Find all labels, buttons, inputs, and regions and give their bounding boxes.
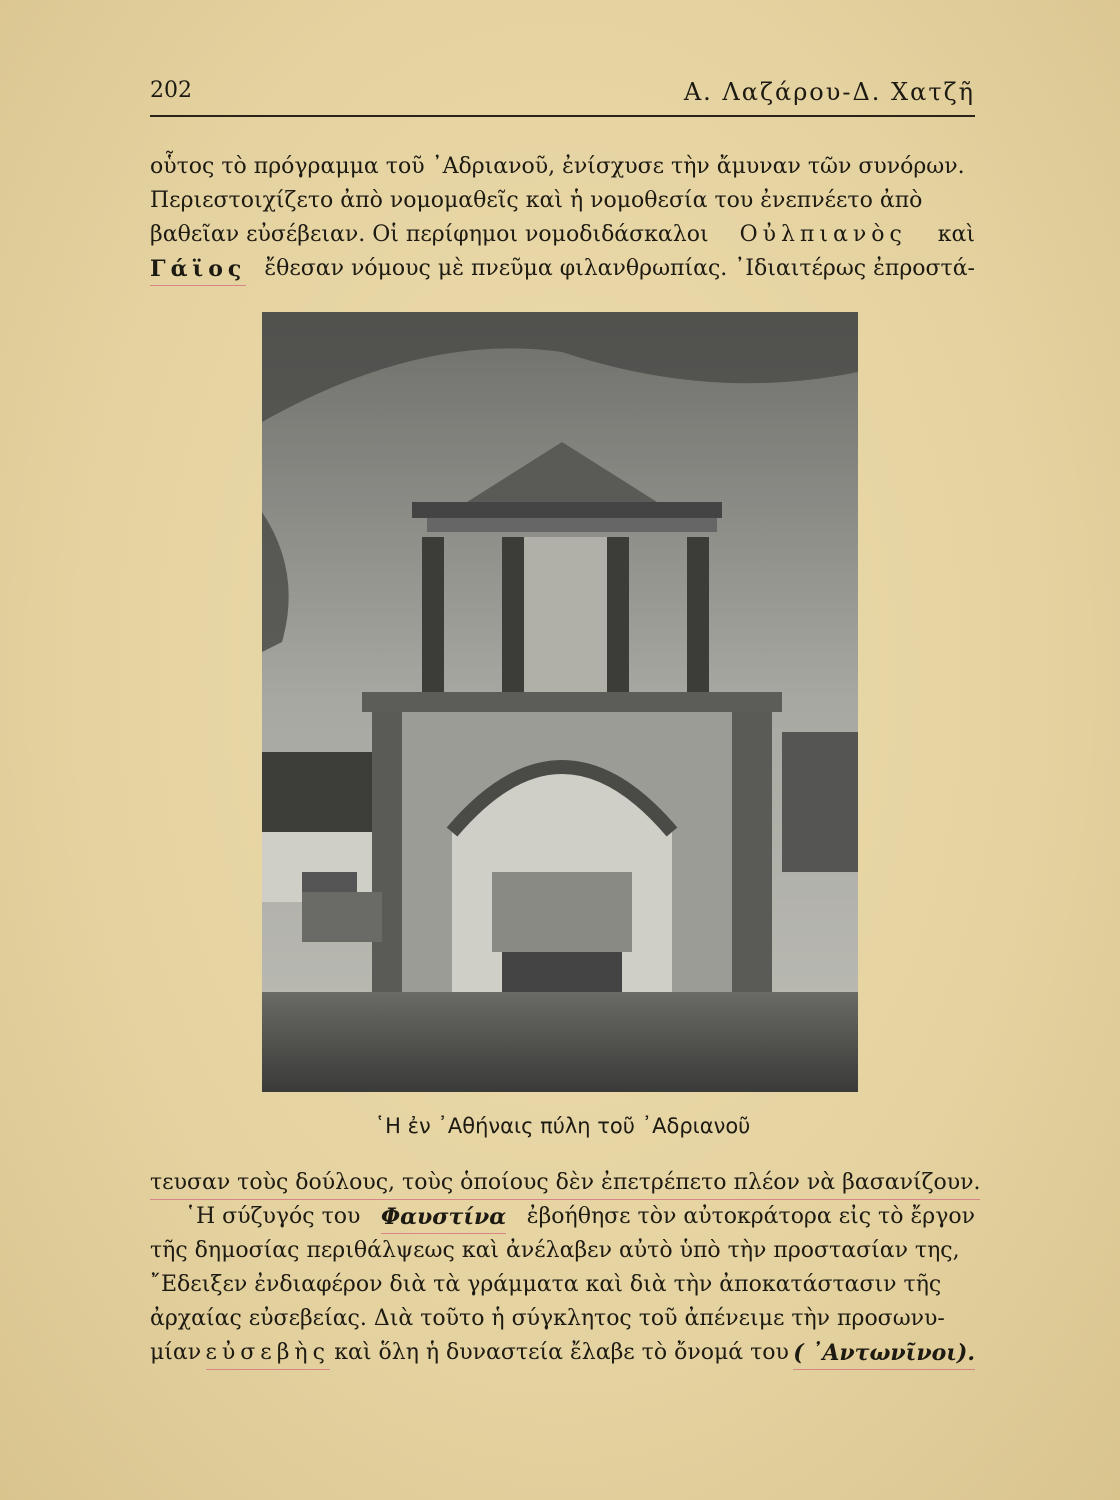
name-oulpianos: Οὐλπιανὸς bbox=[739, 222, 907, 247]
text-line bbox=[150, 1200, 975, 1234]
line-text: Περιεστοιχίζετο ἀπὸ νομομαθεῖς καὶ ἡ νομοθεσία του ἐνεπνέετο ἀπὸ bbox=[150, 188, 923, 213]
name-faustina: Φαυστίνα bbox=[381, 1200, 506, 1234]
line-text: ῎Εδειξεν ἐνδιαφέρον διὰ τὰ γράμματα καὶ διὰ τὴν ἀποκατάστασιν τῆς bbox=[150, 1272, 942, 1297]
text-line bbox=[150, 252, 975, 286]
text-line bbox=[150, 1234, 975, 1268]
page-header bbox=[150, 78, 975, 118]
photo-caption: ῾Η ἐν ᾿Αθήναις πύλη τοῦ ᾿Αδριανοῦ bbox=[374, 1114, 751, 1138]
line-text: οὗτος τὸ πρόγραμμα τοῦ ᾿Αδριανοῦ, ἐνίσχυσε τὴν ἄμυναν τῶν συνόρων. bbox=[150, 154, 965, 179]
line-text: βαθεῖαν εὐσέβειαν. Οἱ περίφημοι νομοδιδάσκαλοι bbox=[150, 222, 709, 247]
text-line bbox=[150, 218, 975, 252]
text-line bbox=[150, 184, 975, 218]
line-text: τῆς δημοσίας περιθάλψεως καὶ ἀνέλαβεν αὐτὸ ὑπὸ τὴν προστασίαν της, bbox=[150, 1238, 960, 1263]
name-gaios: Γάϊος bbox=[150, 252, 246, 286]
line-text: ῾Η σύζυγός του bbox=[185, 1204, 361, 1229]
running-title: Α. Λαζάρου-Δ. Χατζῆ bbox=[683, 78, 975, 106]
text-line bbox=[150, 150, 975, 184]
header-rule bbox=[150, 115, 975, 117]
line-text: μίαν bbox=[150, 1340, 202, 1365]
line-text: τευσαν τοὺς δούλους, τοὺς ὁποίους δὲν ἐπετρέπετο πλέον νὰ βασανίζουν. bbox=[150, 1166, 980, 1200]
line-text: ἐβοήθησε τὸν αὐτοκράτορα εἰς τὸ ἔργον bbox=[526, 1204, 975, 1229]
line-text: ἔθεσαν νόμους μὲ πνεῦμα φιλανθρωπίας. ᾿Ιδιαιτέρως ἐπροστά- bbox=[264, 256, 975, 281]
bottom-paragraph bbox=[150, 1166, 981, 1370]
name-antoninoi: ( ᾿Αντωνῖνοι). bbox=[793, 1336, 975, 1370]
word-eusebes: εὐσεβὴς bbox=[206, 1336, 330, 1370]
line-text: καὶ bbox=[937, 222, 975, 247]
top-paragraph bbox=[150, 150, 975, 286]
photo-hadrian-gate bbox=[262, 312, 858, 1092]
text-line bbox=[150, 1336, 975, 1370]
photo-illustration bbox=[262, 312, 858, 1092]
text-line bbox=[150, 1166, 981, 1200]
page-number: 202 bbox=[150, 78, 192, 103]
text-line bbox=[150, 1302, 975, 1336]
line-text: ἀρχαίας εὐσεβείας. Διὰ τοῦτο ἡ σύγκλητος τοῦ ἀπένειμε τὴν προσωνυ- bbox=[150, 1306, 945, 1331]
text-line bbox=[150, 1268, 975, 1302]
line-text: καὶ ὅλη ἡ δυναστεία ἔλαβε τὸ ὄνομά του bbox=[334, 1340, 789, 1365]
